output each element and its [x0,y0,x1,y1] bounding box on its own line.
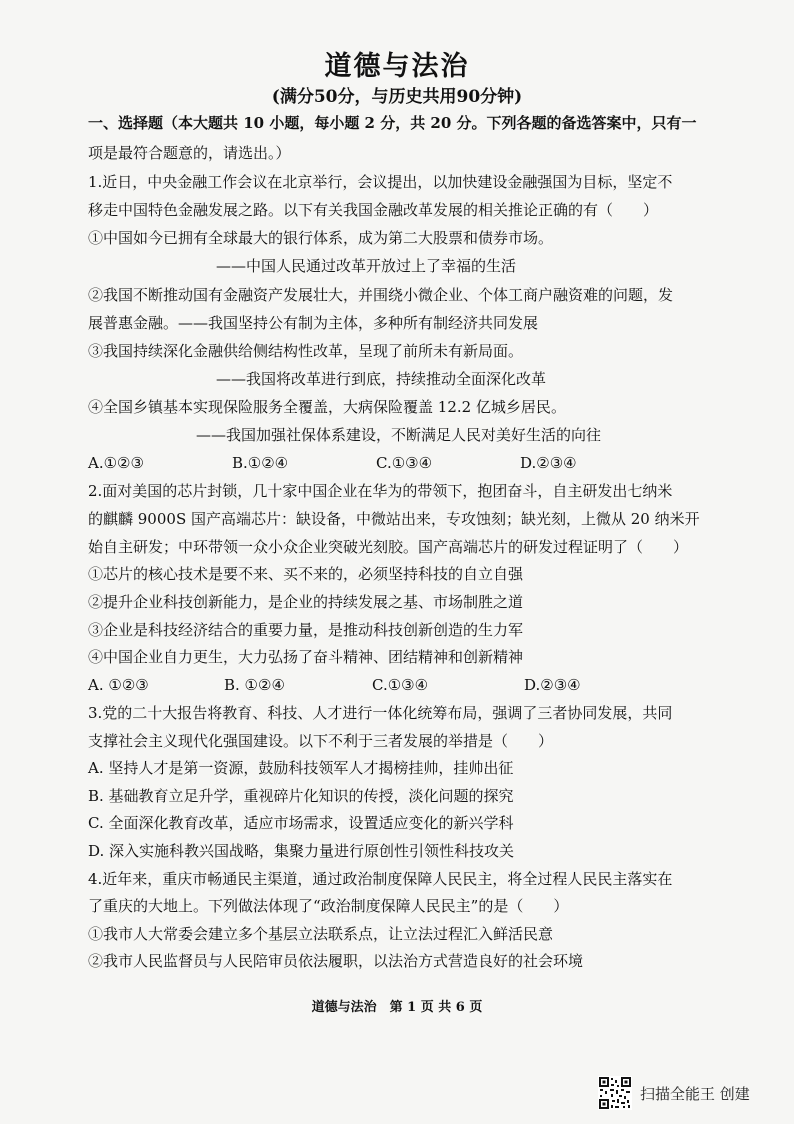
q1-statement-4-inference: ——我国加强社保体系建设，不断满足人民对美好生活的向往 [196,426,602,444]
q2-statement-2: ②提升企业科技创新能力，是企业的持续发展之基、市场制胜之道 [88,593,524,611]
q4-statement-2: ②我市人民监督员与人民陪审员依法履职，以法治方式营造良好的社会环境 [88,952,584,970]
q2-statement-1: ①芯片的核心技术是要不来、买不来的，必须坚持科技的自立自强 [88,565,524,583]
q2-option-a[interactable]: A. ①②③ [88,676,149,694]
q3-option-b[interactable]: B. 基础教育立足升学，重视碎片化知识的传授，淡化问题的探究 [88,787,514,805]
q4-statement-1: ①我市人大常委会建立多个基层立法联系点，让立法过程汇入鲜活民意 [88,925,554,943]
q1-statement-4: ④全国乡镇基本实现保险服务全覆盖，大病保险覆盖 12.2 亿城乡居民。 [88,398,566,416]
q2-option-c[interactable]: C.①③④ [372,676,429,694]
q2-stem-cont2: 始自主研发；中环带领一众小众企业突破光刻胶。国产高端芯片的研发过程证明了（ ） [88,538,689,556]
q1-option-c[interactable]: C.①③④ [376,454,433,472]
q2-statement-4: ④中国企业自力更生，大力弘扬了奋斗精神、团结精神和创新精神 [88,648,524,666]
q2-statement-3: ③企业是科技经济结合的重要力量，是推动科技创新创造的生力军 [88,621,524,639]
page-subtitle: (满分50分，与历史共用90分钟) [271,87,523,107]
q3-option-d[interactable]: D. 深入实施科教兴国战略，集聚力量进行原创性引领性科技攻关 [88,842,515,860]
section-intro: 一、选择题（本大题共 10 小题，每小题 2 分，共 20 分。下列各题的备选答案中，只有一 [88,114,697,132]
q1-stem-cont: 移走中国特色金融发展之路。以下有关我国金融改革发展的相关推论正确的有（ ） [88,201,659,219]
q1-option-d[interactable]: D.②③④ [520,454,577,472]
q1-statement-2: ②我国不断推动国有金融资产发展壮大，并围绕小微企业、个体工商户融资难的问题，发 [88,286,674,304]
q3-stem: 3.党的二十大报告将教育、科技、人才进行一体化统筹布局，强调了三者协同发展，共同 [88,704,673,722]
q1-statement-1-inference: ——中国人民通过改革开放过上了幸福的生活 [216,257,517,275]
q3-stem-cont: 支撑社会主义现代化强国建设。以下不利于三者发展的举措是（ ） [88,732,554,750]
q1-statement-3-inference: ——我国将改革进行到底，持续推动全面深化改革 [216,370,547,388]
q1-statement-3: ③我国持续深化金融供给侧结构性改革，呈现了前所未有新局面。 [88,342,524,360]
q3-option-a[interactable]: A. 坚持人才是第一资源，鼓励科技领军人才揭榜挂帅，挂帅出征 [88,759,514,777]
q2-option-d[interactable]: D.②③④ [524,676,581,694]
page-title: 道德与法治 [324,51,470,82]
q1-option-a[interactable]: A.①②③ [88,454,144,472]
q2-stem: 2.面对美国的芯片封锁，几十家中国企业在华为的带领下，抱团奋斗，自主研发出七纳米 [88,482,673,500]
q1-statement-2-cont: 展普惠金融。——我国坚持公有制为主体，多种所有制经济共同发展 [88,314,539,332]
page-number: 道德与法治 第 1 页 共 6 页 [311,1000,483,1015]
qr-code-icon [598,1076,632,1110]
section-intro-cont: 项是最符合题意的，请选出。） [88,144,291,162]
q3-option-c[interactable]: C. 全面深化教育改革，适应市场需求，设置适应变化的新兴学科 [88,814,514,832]
q2-option-b[interactable]: B. ①②④ [224,676,285,694]
q2-stem-cont: 的麒麟 9000S 国产高端芯片：缺设备，中微站出来，专攻蚀刻；缺光刻，上微从 20 纳米开 [88,510,700,528]
q1-stem: 1.近日，中央金融工作会议在北京举行，会议提出，以加快建设金融强国为目标，坚定不 [88,173,673,191]
q4-stem: 4.近年来，重庆市畅通民主渠道，通过政治制度保障人民民主，将全过程人民民主落实在 [88,870,673,888]
q1-statement-1: ①中国如今已拥有全球最大的银行体系，成为第二大股票和债券市场。 [88,229,554,247]
q4-stem-cont: 了重庆的大地上。下列做法体现了“政治制度保障人民民主”的是（ ） [88,897,569,915]
scanner-watermark: 扫描全能王 创建 [640,1085,750,1103]
q1-option-b[interactable]: B.①②④ [232,454,289,472]
